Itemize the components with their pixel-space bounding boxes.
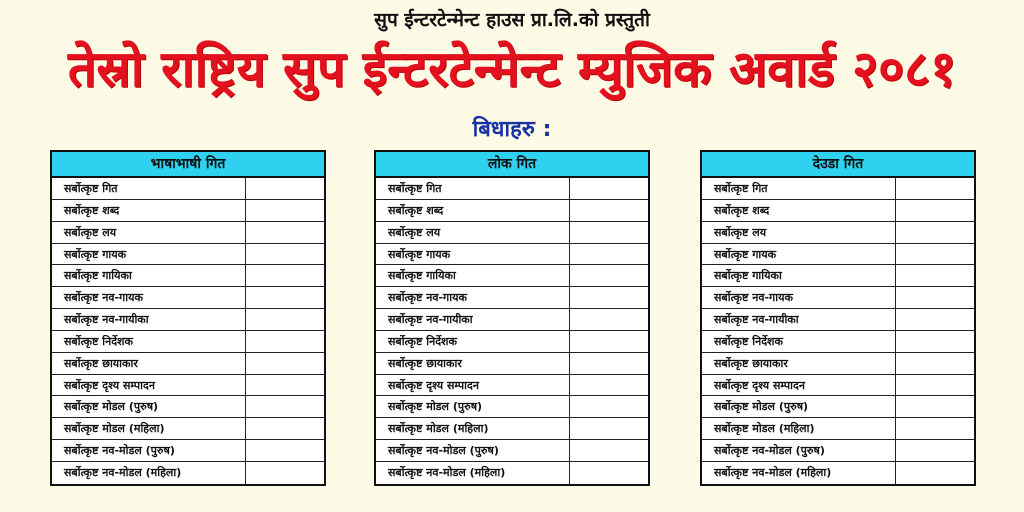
award-category-label: सर्बोत्कृष्ट नव-मोडल (पुरुष) xyxy=(376,440,570,461)
award-category-label: सर्बोत्कृष्ट नव-मोडल (महिला) xyxy=(376,462,570,484)
table-row xyxy=(376,265,648,287)
award-category-label: सर्बोत्कृष्ट छायाकार xyxy=(52,353,246,374)
blank-entry-cell xyxy=(896,287,974,308)
category-table-deuda xyxy=(700,150,976,486)
blank-entry-cell xyxy=(570,265,648,286)
table-row xyxy=(376,440,648,462)
table-row xyxy=(52,287,324,309)
table-row xyxy=(52,375,324,397)
blank-entry-cell xyxy=(896,353,974,374)
blank-entry-cell xyxy=(246,265,324,286)
award-category-label: सर्बोत्कृष्ट मोडल (पुरुष) xyxy=(52,396,246,417)
table-rows xyxy=(702,178,974,484)
blank-entry-cell xyxy=(896,375,974,396)
table-row xyxy=(702,244,974,266)
award-category-label: सर्बोत्कृष्ट दृश्य सम्पादन xyxy=(376,375,570,396)
blank-entry-cell xyxy=(246,178,324,199)
table-rows xyxy=(52,178,324,484)
table-row xyxy=(52,265,324,287)
table-row xyxy=(702,287,974,309)
blank-entry-cell xyxy=(246,200,324,221)
award-category-label: सर्बोत्कृष्ट नव-मोडल (महिला) xyxy=(52,462,246,484)
table-row xyxy=(376,200,648,222)
table-row xyxy=(376,309,648,331)
award-category-label: सर्बोत्कृष्ट गायक xyxy=(702,244,896,265)
table-row xyxy=(376,396,648,418)
table-row xyxy=(702,309,974,331)
award-category-label: सर्बोत्कृष्ट गायिका xyxy=(702,265,896,286)
blank-entry-cell xyxy=(246,353,324,374)
table-rows xyxy=(376,178,648,484)
table-row xyxy=(52,309,324,331)
table-row xyxy=(702,375,974,397)
table-row xyxy=(52,244,324,266)
award-category-label: सर्बोत्कृष्ट नव-गायीका xyxy=(376,309,570,330)
award-category-label: सर्बोत्कृष्ट नव-गायीका xyxy=(702,309,896,330)
award-category-label: सर्बोत्कृष्ट शब्द xyxy=(52,200,246,221)
blank-entry-cell xyxy=(570,375,648,396)
main-title: तेस्रो राष्ट्रिय सुप ईन्टरटेन्मेन्ट म्युजिक अवार्ड २०८१ xyxy=(67,40,957,98)
award-category-label: सर्बोत्कृष्ट छायाकार xyxy=(376,353,570,374)
blank-entry-cell xyxy=(246,462,324,484)
table-row xyxy=(376,287,648,309)
award-category-label: सर्बोत्कृष्ट शब्द xyxy=(702,200,896,221)
blank-entry-cell xyxy=(570,222,648,243)
blank-entry-cell xyxy=(570,244,648,265)
award-category-label: सर्बोत्कृष्ट दृश्य सम्पादन xyxy=(702,375,896,396)
table-heading: देउडा गित xyxy=(702,152,974,178)
table-heading: भाषाभाषी गित xyxy=(52,152,324,178)
award-category-label: सर्बोत्कृष्ट लय xyxy=(376,222,570,243)
award-category-label: सर्बोत्कृष्ट गित xyxy=(702,178,896,199)
table-row xyxy=(702,462,974,484)
table-row xyxy=(702,353,974,375)
blank-entry-cell xyxy=(246,309,324,330)
award-category-label: सर्बोत्कृष्ट नव-गायक xyxy=(376,287,570,308)
table-heading: लोक गित xyxy=(376,152,648,178)
award-category-label: सर्बोत्कृष्ट नव-मोडल (पुरुष) xyxy=(52,440,246,461)
award-category-label: सर्बोत्कृष्ट निर्देशक xyxy=(702,331,896,352)
blank-entry-cell xyxy=(896,200,974,221)
table-row xyxy=(52,440,324,462)
blank-entry-cell xyxy=(896,222,974,243)
table-row xyxy=(702,440,974,462)
award-category-label: सर्बोत्कृष्ट नव-गायक xyxy=(702,287,896,308)
blank-entry-cell xyxy=(896,396,974,417)
award-category-label: सर्बोत्कृष्ट मोडल (महिला) xyxy=(376,418,570,439)
blank-entry-cell xyxy=(570,309,648,330)
award-category-label: सर्बोत्कृष्ट निर्देशक xyxy=(376,331,570,352)
award-category-label: सर्बोत्कृष्ट मोडल (महिला) xyxy=(702,418,896,439)
category-table-bhashabhashi xyxy=(50,150,326,486)
award-category-label: सर्बोत्कृष्ट मोडल (महिला) xyxy=(52,418,246,439)
award-category-label: सर्बोत्कृष्ट नव-मोडल (पुरुष) xyxy=(702,440,896,461)
award-category-label: सर्बोत्कृष्ट नव-गायीका xyxy=(52,309,246,330)
blank-entry-cell xyxy=(896,244,974,265)
blank-entry-cell xyxy=(896,418,974,439)
blank-entry-cell xyxy=(246,244,324,265)
blank-entry-cell xyxy=(246,440,324,461)
blank-entry-cell xyxy=(570,178,648,199)
award-category-label: सर्बोत्कृष्ट नव-गायक xyxy=(52,287,246,308)
table-row xyxy=(52,353,324,375)
award-category-label: सर्बोत्कृष्ट दृश्य सम्पादन xyxy=(52,375,246,396)
table-row xyxy=(52,462,324,484)
blank-entry-cell xyxy=(570,331,648,352)
table-row xyxy=(376,244,648,266)
blank-entry-cell xyxy=(246,287,324,308)
categories-subtitle: बिधाहरु : xyxy=(472,117,552,142)
table-row xyxy=(702,222,974,244)
table-row xyxy=(702,331,974,353)
table-row xyxy=(52,200,324,222)
award-category-label: सर्बोत्कृष्ट गित xyxy=(52,178,246,199)
blank-entry-cell xyxy=(570,353,648,374)
award-category-label: सर्बोत्कृष्ट लय xyxy=(52,222,246,243)
award-category-label: सर्बोत्कृष्ट मोडल (पुरुष) xyxy=(376,396,570,417)
blank-entry-cell xyxy=(246,396,324,417)
blank-entry-cell xyxy=(570,396,648,417)
blank-entry-cell xyxy=(570,440,648,461)
award-category-label: सर्बोत्कृष्ट लय xyxy=(702,222,896,243)
blank-entry-cell xyxy=(246,222,324,243)
table-row xyxy=(376,178,648,200)
table-row xyxy=(52,418,324,440)
table-row xyxy=(702,396,974,418)
blank-entry-cell xyxy=(896,462,974,484)
blank-entry-cell xyxy=(896,178,974,199)
award-category-label: सर्बोत्कृष्ट मोडल (पुरुष) xyxy=(702,396,896,417)
presenter-line: सुप ईन्टरटेन्मेन्ट हाउस प्रा.लि.को प्रस्तुती xyxy=(374,9,650,31)
award-category-label: सर्बोत्कृष्ट गायक xyxy=(52,244,246,265)
category-table-lok xyxy=(374,150,650,486)
table-row xyxy=(376,418,648,440)
table-row xyxy=(52,331,324,353)
table-row xyxy=(52,222,324,244)
table-row xyxy=(702,418,974,440)
table-row xyxy=(376,462,648,484)
blank-entry-cell xyxy=(896,309,974,330)
table-row xyxy=(702,178,974,200)
blank-entry-cell xyxy=(896,265,974,286)
award-category-label: सर्बोत्कृष्ट गायिका xyxy=(52,265,246,286)
award-category-label: सर्बोत्कृष्ट नव-मोडल (महिला) xyxy=(702,462,896,484)
award-category-label: सर्बोत्कृष्ट गित xyxy=(376,178,570,199)
blank-entry-cell xyxy=(570,287,648,308)
award-category-label: सर्बोत्कृष्ट गायिका xyxy=(376,265,570,286)
table-row xyxy=(702,265,974,287)
award-category-label: सर्बोत्कृष्ट निर्देशक xyxy=(52,331,246,352)
award-category-label: सर्बोत्कृष्ट छायाकार xyxy=(702,353,896,374)
table-row xyxy=(52,178,324,200)
blank-entry-cell xyxy=(896,440,974,461)
table-row xyxy=(376,222,648,244)
blank-entry-cell xyxy=(570,418,648,439)
table-row xyxy=(376,375,648,397)
blank-entry-cell xyxy=(246,375,324,396)
table-row xyxy=(52,396,324,418)
award-category-label: सर्बोत्कृष्ट शब्द xyxy=(376,200,570,221)
table-row xyxy=(376,331,648,353)
blank-entry-cell xyxy=(246,331,324,352)
table-row xyxy=(376,353,648,375)
blank-entry-cell xyxy=(246,418,324,439)
blank-entry-cell xyxy=(570,462,648,484)
blank-entry-cell xyxy=(570,200,648,221)
blank-entry-cell xyxy=(896,331,974,352)
table-row xyxy=(702,200,974,222)
award-category-label: सर्बोत्कृष्ट गायक xyxy=(376,244,570,265)
